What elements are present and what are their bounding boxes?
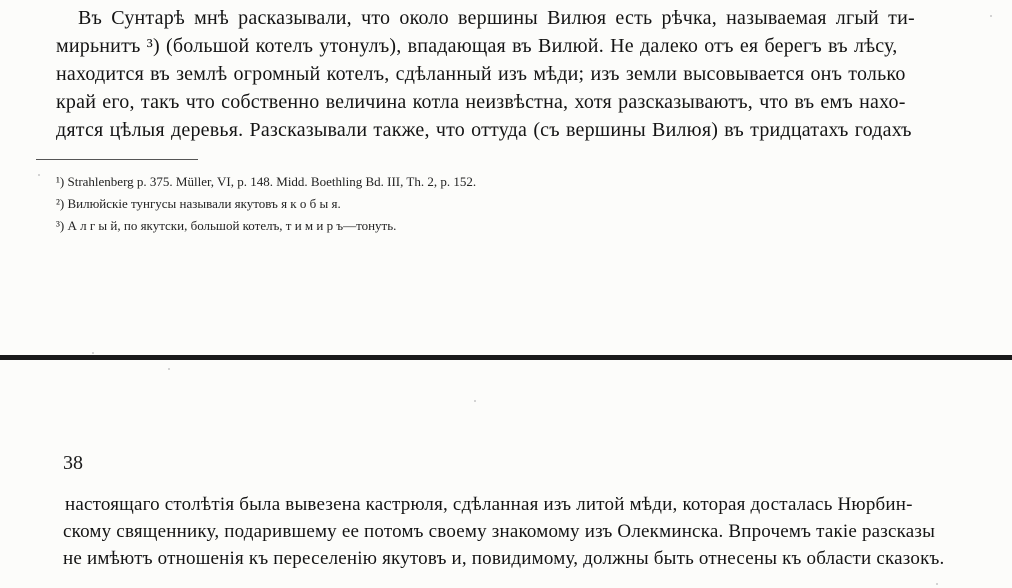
- lower-paragraph-line-1: настоящаго столѣтія была вывезена кастрюля, сдѣланная изъ литой мѣди, которая досталась Нюрбин-: [65, 494, 913, 515]
- scan-speck: [92, 352, 94, 354]
- footnote-3: ³) А л г ы й, по якутски, большой котелъ, т и м и р ъ—тонуть.: [56, 218, 397, 233]
- footnote-separator-rule: [36, 159, 198, 160]
- scan-speck: [38, 174, 40, 176]
- upper-paragraph-line-3: находится въ землѣ огромный котелъ, сдѣланный изъ мѣди; изъ земли высовывается онъ только: [56, 63, 906, 85]
- upper-paragraph-line-5: дятся цѣлыя деревья. Разсказывали также, что оттуда (съ вершины Вилюя) въ тридцатахъ годахъ: [56, 119, 912, 141]
- footnote-1: ¹) Strahlenberg p. 375. Müller, VI, p. 148. Midd. Boethling Bd. III, Th. 2, p. 152.: [56, 174, 477, 189]
- scan-speck: [168, 368, 170, 370]
- upper-paragraph-line-2: мирьнитъ ³) (большой котелъ утонулъ), впадающая въ Вилюй. Не далеко отъ ея берегъ въ лѣсу,: [56, 35, 898, 57]
- scan-speck: [990, 15, 992, 17]
- scan-speck: [474, 400, 476, 402]
- page-number: 38: [63, 452, 83, 474]
- scan-speck: [936, 583, 938, 585]
- lower-paragraph-line-2: скому священнику, подарившему ее потомъ своему знакомому изъ Олекминска. Впрочемъ такіе разсказы: [63, 521, 936, 542]
- lower-paragraph-line-3: не имѣютъ отношенія къ переселенію якутовъ и, повидимому, должны быть отнесены къ области сказокъ.: [63, 548, 945, 569]
- upper-paragraph-line-4: край его, такъ что собственно величина котла неизвѣстна, хотя разсказываютъ, что въ емъ нахо-: [56, 91, 906, 113]
- upper-paragraph-line-1: Въ Сунтарѣ мнѣ расказывали, что около вершины Вилюя есть рѣчка, называемая лгый ти-: [78, 7, 915, 29]
- footnote-2: ²) Вилюйскіе тунгусы называли якутовъ я к о б ы я.: [56, 196, 341, 211]
